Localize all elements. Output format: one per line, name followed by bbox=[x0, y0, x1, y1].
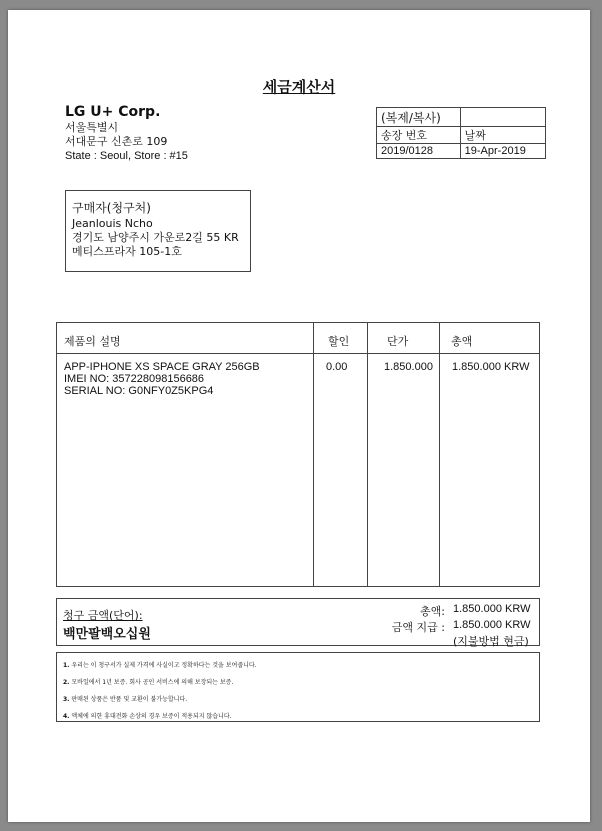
item-description-line3: SERIAL NO: G0NFY0Z5KPG4 bbox=[64, 385, 214, 397]
amount-paid-label: 금액 지급 : bbox=[391, 621, 445, 634]
amount-in-words-value: 백만팔백오십원 bbox=[63, 627, 151, 642]
buyer-label: 구매자(청구처) bbox=[72, 201, 151, 215]
seller-state-line: State : Seoul, Store : #15 bbox=[65, 150, 188, 162]
seller-address-line1: 서울특별시 bbox=[65, 121, 119, 134]
copy-label-empty bbox=[460, 108, 545, 127]
amount-in-words-label: 청구 금액(단어): bbox=[63, 609, 143, 622]
invoice-page bbox=[8, 10, 590, 822]
terms-notes bbox=[56, 652, 540, 722]
table-row bbox=[64, 361, 260, 397]
item-amount: 1.850.000 KRW bbox=[452, 361, 530, 373]
list-item: 4. 액체에 의한 휴대전화 손상의 경우 보증이 적용되지 않습니다. bbox=[63, 713, 232, 720]
header-description: 제품의 설명 bbox=[64, 335, 121, 348]
buyer-name: Jeanlouis Ncho bbox=[72, 217, 153, 230]
copy-label: (복제/복사) bbox=[377, 108, 461, 127]
item-discount: 0.00 bbox=[326, 361, 348, 373]
header-unit-price: 단가 bbox=[387, 335, 409, 348]
seller-name: LG U+ Corp. bbox=[65, 104, 161, 120]
buyer-block bbox=[65, 190, 251, 272]
list-item: 1. 우리는 이 청구서가 실제 가격에 사실이고 정확하다는 것을 보여줍니다. bbox=[63, 662, 257, 669]
column-divider bbox=[439, 323, 440, 586]
item-description-line2: IMEI NO: 357228098156686 bbox=[64, 373, 205, 385]
seller-address-line2: 서대문구 신촌로 109 bbox=[65, 135, 168, 148]
invoice-title: 세금계산서 bbox=[262, 78, 336, 96]
header-amount: 총액 bbox=[451, 335, 473, 348]
invoice-info-box bbox=[376, 107, 546, 159]
item-unit-price: 1.850.000 bbox=[384, 361, 433, 373]
list-item: 3. 판매된 상품은 반품 및 교환이 불가능합니다. bbox=[63, 696, 188, 703]
buyer-address-line2: 메티스프라자 105-1호 bbox=[72, 245, 182, 258]
header-divider bbox=[57, 353, 539, 354]
date-value: 19-Apr-2019 bbox=[460, 144, 545, 159]
date-label: 날짜 bbox=[460, 127, 545, 144]
item-description-line1: APP-IPHONE XS SPACE GRAY 256GB bbox=[64, 361, 260, 373]
payment-method: (지불방법 현금) bbox=[453, 635, 529, 648]
column-divider bbox=[367, 323, 368, 586]
header-discount: 할인 bbox=[328, 335, 350, 348]
invoice-no-value: 2019/0128 bbox=[377, 144, 461, 159]
list-item: 2. 모바일에서 1년 보증. 회사 공인 서비스에 의해 보장되는 보증. bbox=[63, 679, 234, 686]
amount-paid-value: 1.850.000 KRW bbox=[453, 619, 531, 631]
total-label: 총액: bbox=[420, 605, 445, 618]
totals-block bbox=[56, 598, 540, 646]
buyer-address-line1: 경기도 남양주시 가운로2길 55 KR bbox=[72, 231, 239, 244]
items-table bbox=[56, 322, 540, 587]
invoice-no-label: 송장 번호 bbox=[377, 127, 461, 144]
seller-block bbox=[65, 103, 188, 163]
total-value: 1.850.000 KRW bbox=[453, 603, 531, 615]
column-divider bbox=[313, 323, 314, 586]
